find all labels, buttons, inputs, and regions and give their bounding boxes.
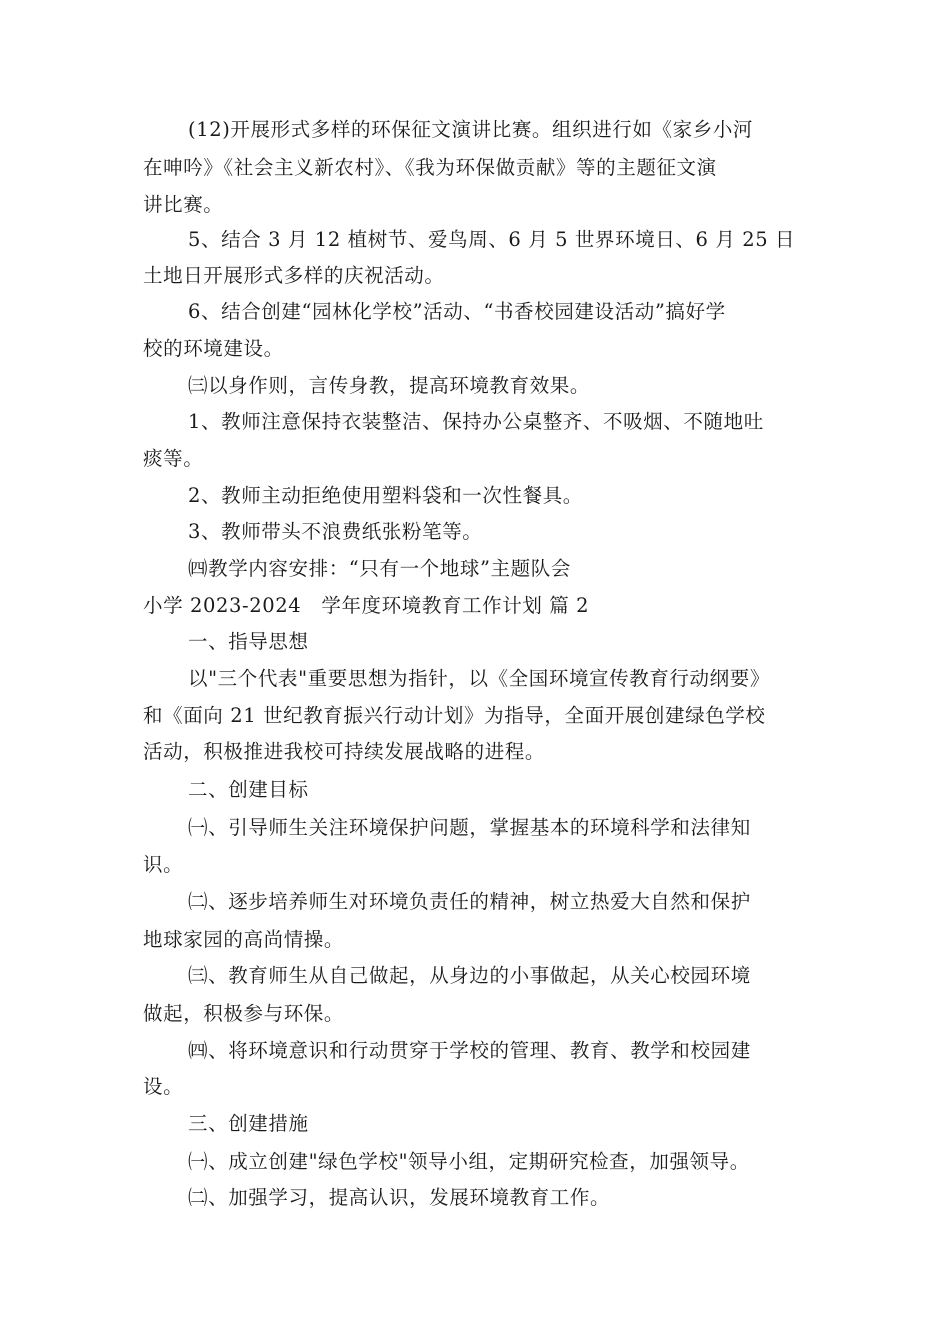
paragraph-line: ㈣、将环境意识和行动贯穿于学校的管理、教育、教学和校园建 xyxy=(188,1039,751,1062)
paragraph-line: ㈡、逐步培养师生对环境负责任的精神，树立热爱大自然和保护 xyxy=(188,890,751,913)
section-heading: 一、指导思想 xyxy=(188,630,309,653)
section-heading: 三、创建措施 xyxy=(188,1112,309,1135)
section-heading: ㈢以身作则，言传身教，提高环境教育效果。 xyxy=(188,374,591,397)
paragraph-line: 讲比赛。 xyxy=(143,193,224,216)
paragraph-line: 识。 xyxy=(143,853,184,876)
paragraph-line: 3、教师带头不浪费纸张粉笔等。 xyxy=(188,520,483,543)
paragraph-line: 6、结合创建“园林化学校”活动、“书香校园建设活动”搞好学 xyxy=(188,300,726,323)
paragraph-line: 在呻吟》《社会主义新农村》、《我为环保做贡献》等的主题征文演 xyxy=(143,156,717,179)
document-title: 小学 2023-2024 学年度环境教育工作计划 篇 2 xyxy=(143,594,590,617)
paragraph-line: 地球家园的高尚情操。 xyxy=(143,928,345,951)
paragraph-line: 以"三个代表"重要思想为指针，以《全国环境宣传教育行动纲要》 xyxy=(188,667,770,690)
paragraph-line: (12)开展形式多样的环保征文演讲比赛。组织进行如《家乡小河 xyxy=(188,118,754,141)
paragraph-line: ㈠、引导师生关注环境保护问题，掌握基本的环境科学和法律知 xyxy=(188,816,751,839)
paragraph-line: 和《面向 21 世纪教育振兴行动计划》为指导，全面开展创建绿色学校 xyxy=(143,704,766,727)
paragraph-line: 设。 xyxy=(143,1075,184,1098)
paragraph-line: 2、教师主动拒绝使用塑料袋和一次性餐具。 xyxy=(188,484,583,507)
paragraph-line: ㈡、加强学习，提高认识，发展环境教育工作。 xyxy=(188,1186,611,1209)
paragraph-line: 活动，积极推进我校可持续发展战略的进程。 xyxy=(143,740,546,763)
paragraph-line: 1、教师注意保持衣装整洁、保持办公桌整齐、不吸烟、不随地吐 xyxy=(188,410,764,433)
section-heading: ㈣教学内容安排：“只有一个地球”主题队会 xyxy=(188,557,571,580)
paragraph-line: 痰等。 xyxy=(143,447,204,470)
paragraph-line: 校的环境建设。 xyxy=(143,337,284,360)
paragraph-line: 5、结合 3 月 12 植树节、爱鸟周、6 月 5 世界环境日、6 月 25 日 xyxy=(188,228,796,251)
paragraph-line: 做起，积极参与环保。 xyxy=(143,1002,345,1025)
paragraph-line: ㈠、成立创建"绿色学校"领导小组，定期研究检查，加强领导。 xyxy=(188,1150,750,1173)
paragraph-line: 土地日开展形式多样的庆祝活动。 xyxy=(143,264,445,287)
section-heading: 二、创建目标 xyxy=(188,778,309,801)
paragraph-line: ㈢、教育师生从自己做起，从身边的小事做起，从关心校园环境 xyxy=(188,964,751,987)
